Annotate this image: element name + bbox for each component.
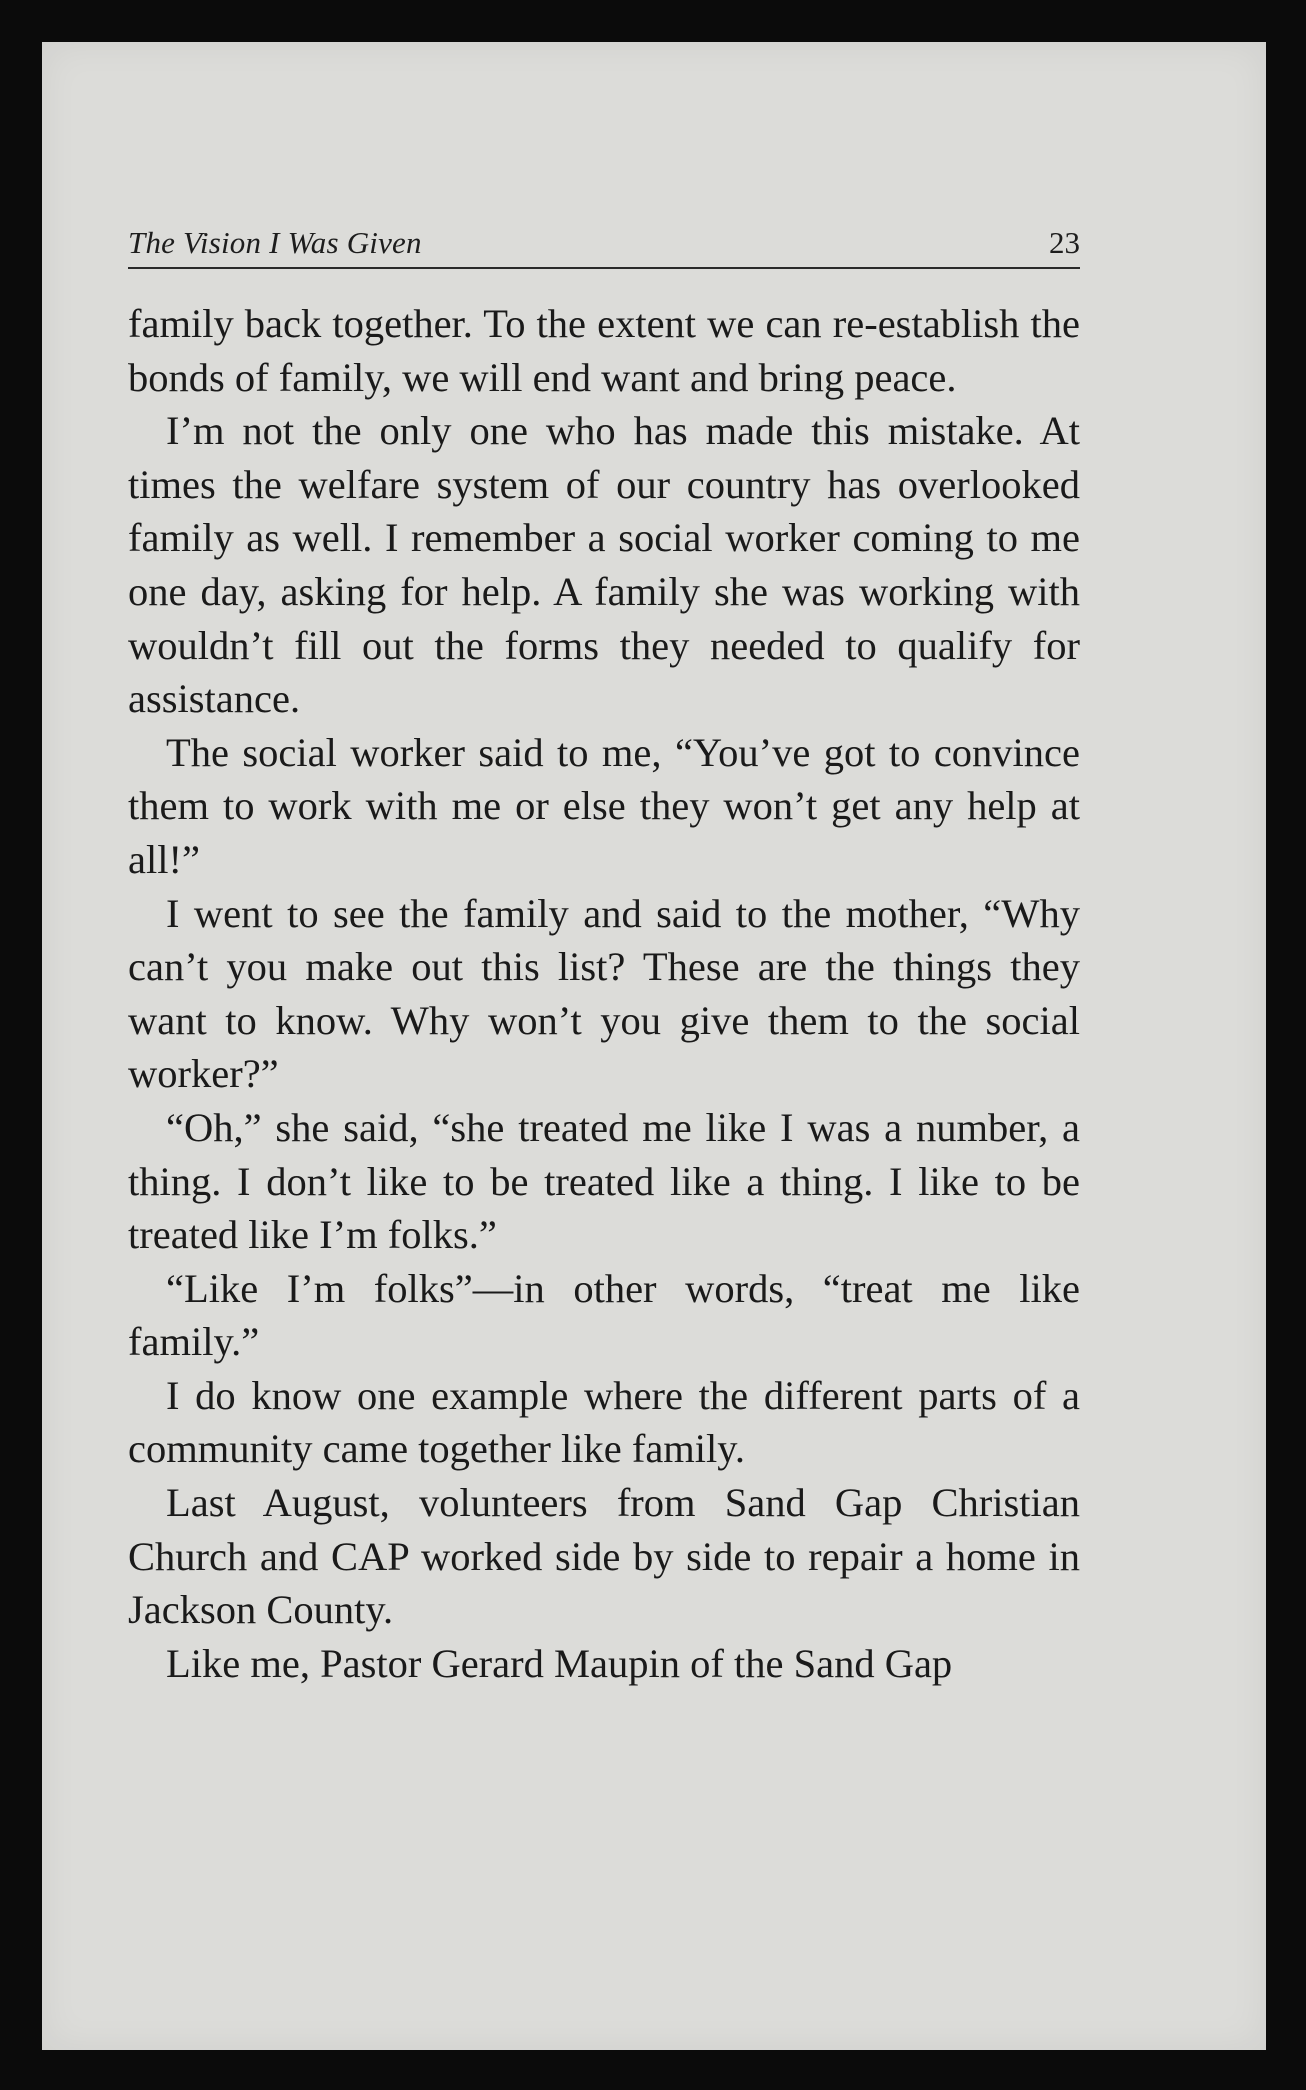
body-text bbox=[128, 297, 1080, 1690]
book-title: The Vision I Was Given bbox=[128, 225, 422, 260]
paragraph: I’m not the only one who has made this mistake. At times the welfare system of our country has overlooked family as well. I remember a social worker coming to me one day, asking for help. A family she was working with wouldn’t fill out the forms they needed to qualify for assistance. bbox=[128, 408, 1080, 722]
paragraph: Like me, Pastor Gerard Maupin of the Sand Gap bbox=[166, 1640, 953, 1686]
page-number: 23 bbox=[1049, 225, 1080, 260]
paragraph: Last August, volunteers from Sand Gap Christian Church and CAP worked side by side to repair a home in Jackson County. bbox=[128, 1480, 1080, 1633]
paragraph: I do know one example where the different parts of a community came together like family. bbox=[128, 1372, 1080, 1472]
paragraph: “Like I’m folks”—in other words, “treat me like family.” bbox=[128, 1265, 1080, 1365]
paragraph: family back together. To the extent we can re-establish the bonds of family, we will end want and bring peace. bbox=[128, 301, 1080, 400]
paragraph: The social worker said to me, “You’ve got to convince them to work with me or else they won’t get any help at all!” bbox=[128, 729, 1080, 882]
paragraph: “Oh,” she said, “she treated me like I was a number, a thing. I don’t like to be treated like a thing. I like to be treated like I’m folks.” bbox=[128, 1104, 1080, 1258]
paragraph: I went to see the family and said to the mother, “Why can’t you make out this list? These are the things they want to know. Why won’t you give them to the social worker?” bbox=[128, 890, 1080, 1097]
running-head bbox=[128, 223, 1080, 269]
